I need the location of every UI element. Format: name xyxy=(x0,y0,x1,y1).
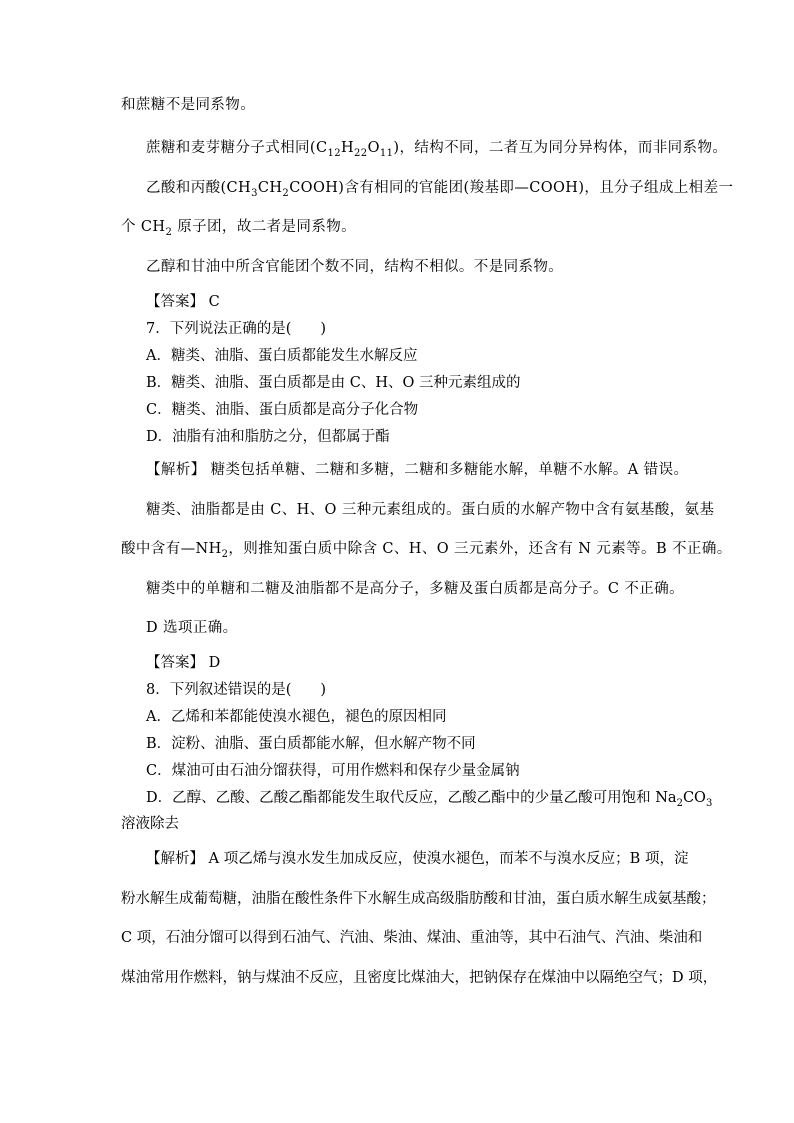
paragraph-line: 个 $CH_2$ 原子团，故二者是同系物。 xyxy=(121,219,357,238)
paragraph-line: 蔗糖和麦芽糖分子式相同$(C_{12}H_{22}O_{11})$，结构不同，二者互为同分异构体，而非同系物。 xyxy=(146,140,728,159)
question-title: 8．下列叙述错误的是( ) xyxy=(146,682,327,698)
paragraph-line: 乙醇和甘油中所含官能团个数不同，结构不相似。不是同系物。 xyxy=(146,259,564,275)
answer-label: 【答案】 C xyxy=(146,294,220,310)
option-c: C．糖类、油脂、蛋白质都是高分子化合物 xyxy=(146,402,419,418)
analysis-line: 粉水解生成葡萄糖，油脂在酸性条件下水解生成高级脂肪酸和甘油，蛋白质水解生成氨基酸； xyxy=(121,891,716,907)
analysis-line: 酸中含有$—NH_2$，则推知蛋白质中除含 C、H、O 三元素外，还含有 N 元素等。B 不正确。 xyxy=(121,541,732,560)
analysis-line: 【解析】 A 项乙烯与溴水发生加成反应，使溴水褪色，而苯不与溴水反应；B 项，淀 xyxy=(146,851,689,867)
analysis-line: 糖类中的单糖和二糖及油脂都不是高分子，多糖及蛋白质都是高分子。C 不正确。 xyxy=(146,581,685,597)
analysis-line: 煤油常用作燃料，钠与煤油不反应，且密度比煤油大，把钠保存在煤油中以隔绝空气；D 项， xyxy=(121,970,718,986)
answer-label: 【答案】 D xyxy=(146,655,221,671)
option-d-continued: 溶液除去 xyxy=(121,816,179,832)
question-title: 7．下列说法正确的是( ) xyxy=(146,321,327,337)
analysis-line: 【解析】 糖类包括单糖、二糖和多糖，二糖和多糖能水解，单糖不水解。A 错误。 xyxy=(146,462,689,478)
paragraph-line: 乙酸和丙酸$(CH_3CH_2COOH)$含有相同的官能团(羧基即—COOH)，且分子组成上相差一 xyxy=(146,180,734,199)
analysis-line: D 选项正确。 xyxy=(146,620,238,636)
option-d: D．乙醇、乙酸、乙酸乙酯都能发生取代反应，乙酸乙酯中的少量乙酸可用饱和 $Na_2CO_3$ xyxy=(146,790,713,809)
option-a: A．乙烯和苯都能使溴水褪色，褪色的原因相同 xyxy=(146,709,447,725)
analysis-line: 糖类、油脂都是由 C、H、O 三种元素组成的。蛋白质的水解产物中含有氨基酸，氨基 xyxy=(146,502,715,518)
analysis-line: C 项，石油分馏可以得到石油气、汽油、柴油、煤油、重油等，其中石油气、汽油、柴油和 xyxy=(121,930,703,946)
option-d: D．油脂有油和脂肪之分，但都属于酯 xyxy=(146,429,390,445)
option-a: A．糖类、油脂、蛋白质都能发生水解反应 xyxy=(146,348,418,364)
option-b: B．糖类、油脂、蛋白质都是由 C、H、O 三种元素组成的 xyxy=(146,375,521,391)
paragraph-line: 和蔗糖不是同系物。 xyxy=(121,97,256,113)
option-b: B．淀粉、油脂、蛋白质都能水解，但水解产物不同 xyxy=(146,736,476,752)
option-c: C．煤油可由石油分馏获得，可用作燃料和保存少量金属钠 xyxy=(146,763,520,779)
